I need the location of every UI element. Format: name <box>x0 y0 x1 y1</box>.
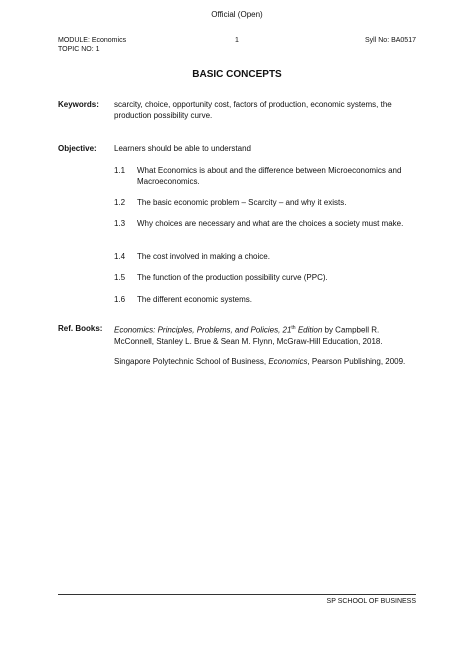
footer-school-name: SP SCHOOL OF BUSINESS <box>326 598 416 605</box>
syllabus-number: Syll No: BA0517 <box>365 37 416 44</box>
objective-item-number: 1.4 <box>114 252 126 261</box>
objective-item-number: 1.2 <box>114 198 126 207</box>
keywords-section <box>58 99 420 121</box>
keywords-text: scarcity, choice, opportunity cost, factors of production, economic systems, the production possibility curve. <box>114 100 392 120</box>
objective-item-text: The basic economic problem – Scarcity – and why it exists. <box>137 198 347 207</box>
ref-book-2-details: , Pearson Publishing, 2009. <box>307 357 406 366</box>
page-number: 1 <box>235 37 239 44</box>
objective-item-text: Why choices are necessary and what are the choices a society must make. <box>137 219 404 228</box>
ref-book-2-title: Economics <box>268 357 308 366</box>
footer-divider <box>58 594 416 595</box>
objective-item <box>114 294 420 305</box>
objective-item <box>114 218 420 229</box>
ref-books-section <box>58 323 420 347</box>
objective-item-number: 1.5 <box>114 273 126 282</box>
ref-book-2-publisher: Singapore Polytechnic School of Business, <box>114 357 269 366</box>
objective-item-number: 1.3 <box>114 219 126 228</box>
ref-book-2 <box>114 356 420 367</box>
classification-label: Official (Open) <box>211 10 263 19</box>
objective-item <box>114 251 420 262</box>
objective-item <box>114 165 420 187</box>
objective-item-number: 1.6 <box>114 295 126 304</box>
objective-item <box>114 272 420 283</box>
ref-book-1-edition: Edition <box>295 325 323 335</box>
module-name: MODULE: Economics <box>58 37 127 44</box>
ref-book-1-authors: by Campbell R. McConnell, Stanley L. Brue & Sean M. Flynn, McGraw-Hill Education, 2018. <box>114 325 383 346</box>
topic-number: TOPIC NO: 1 <box>58 46 100 53</box>
objective-intro: Learners should be able to understand <box>114 144 251 153</box>
ref-book-1 <box>114 323 420 347</box>
objective-item <box>114 197 420 208</box>
objective-item-text: The function of the production possibility curve (PPC). <box>137 273 328 282</box>
page-title: BASIC CONCEPTS <box>192 69 282 80</box>
objective-item-text: The cost involved in making a choice. <box>137 252 270 261</box>
objective-item-number: 1.1 <box>114 166 126 175</box>
ref-book-2-row <box>58 356 420 367</box>
objective-item-text: What Economics is about and the difference between Microeconomics and Macroeconomics. <box>137 166 402 186</box>
ref-books-label: Ref. Books: <box>58 324 103 333</box>
objective-label: Objective: <box>58 144 97 153</box>
objective-section <box>58 143 420 154</box>
objective-item-text: The different economic systems. <box>137 295 253 304</box>
keywords-label: Keywords: <box>58 100 99 109</box>
ref-book-1-title: Economics: Principles, Problems, and Policies, 21 <box>114 325 292 335</box>
ref-book-1-ordinal: th <box>291 325 296 331</box>
